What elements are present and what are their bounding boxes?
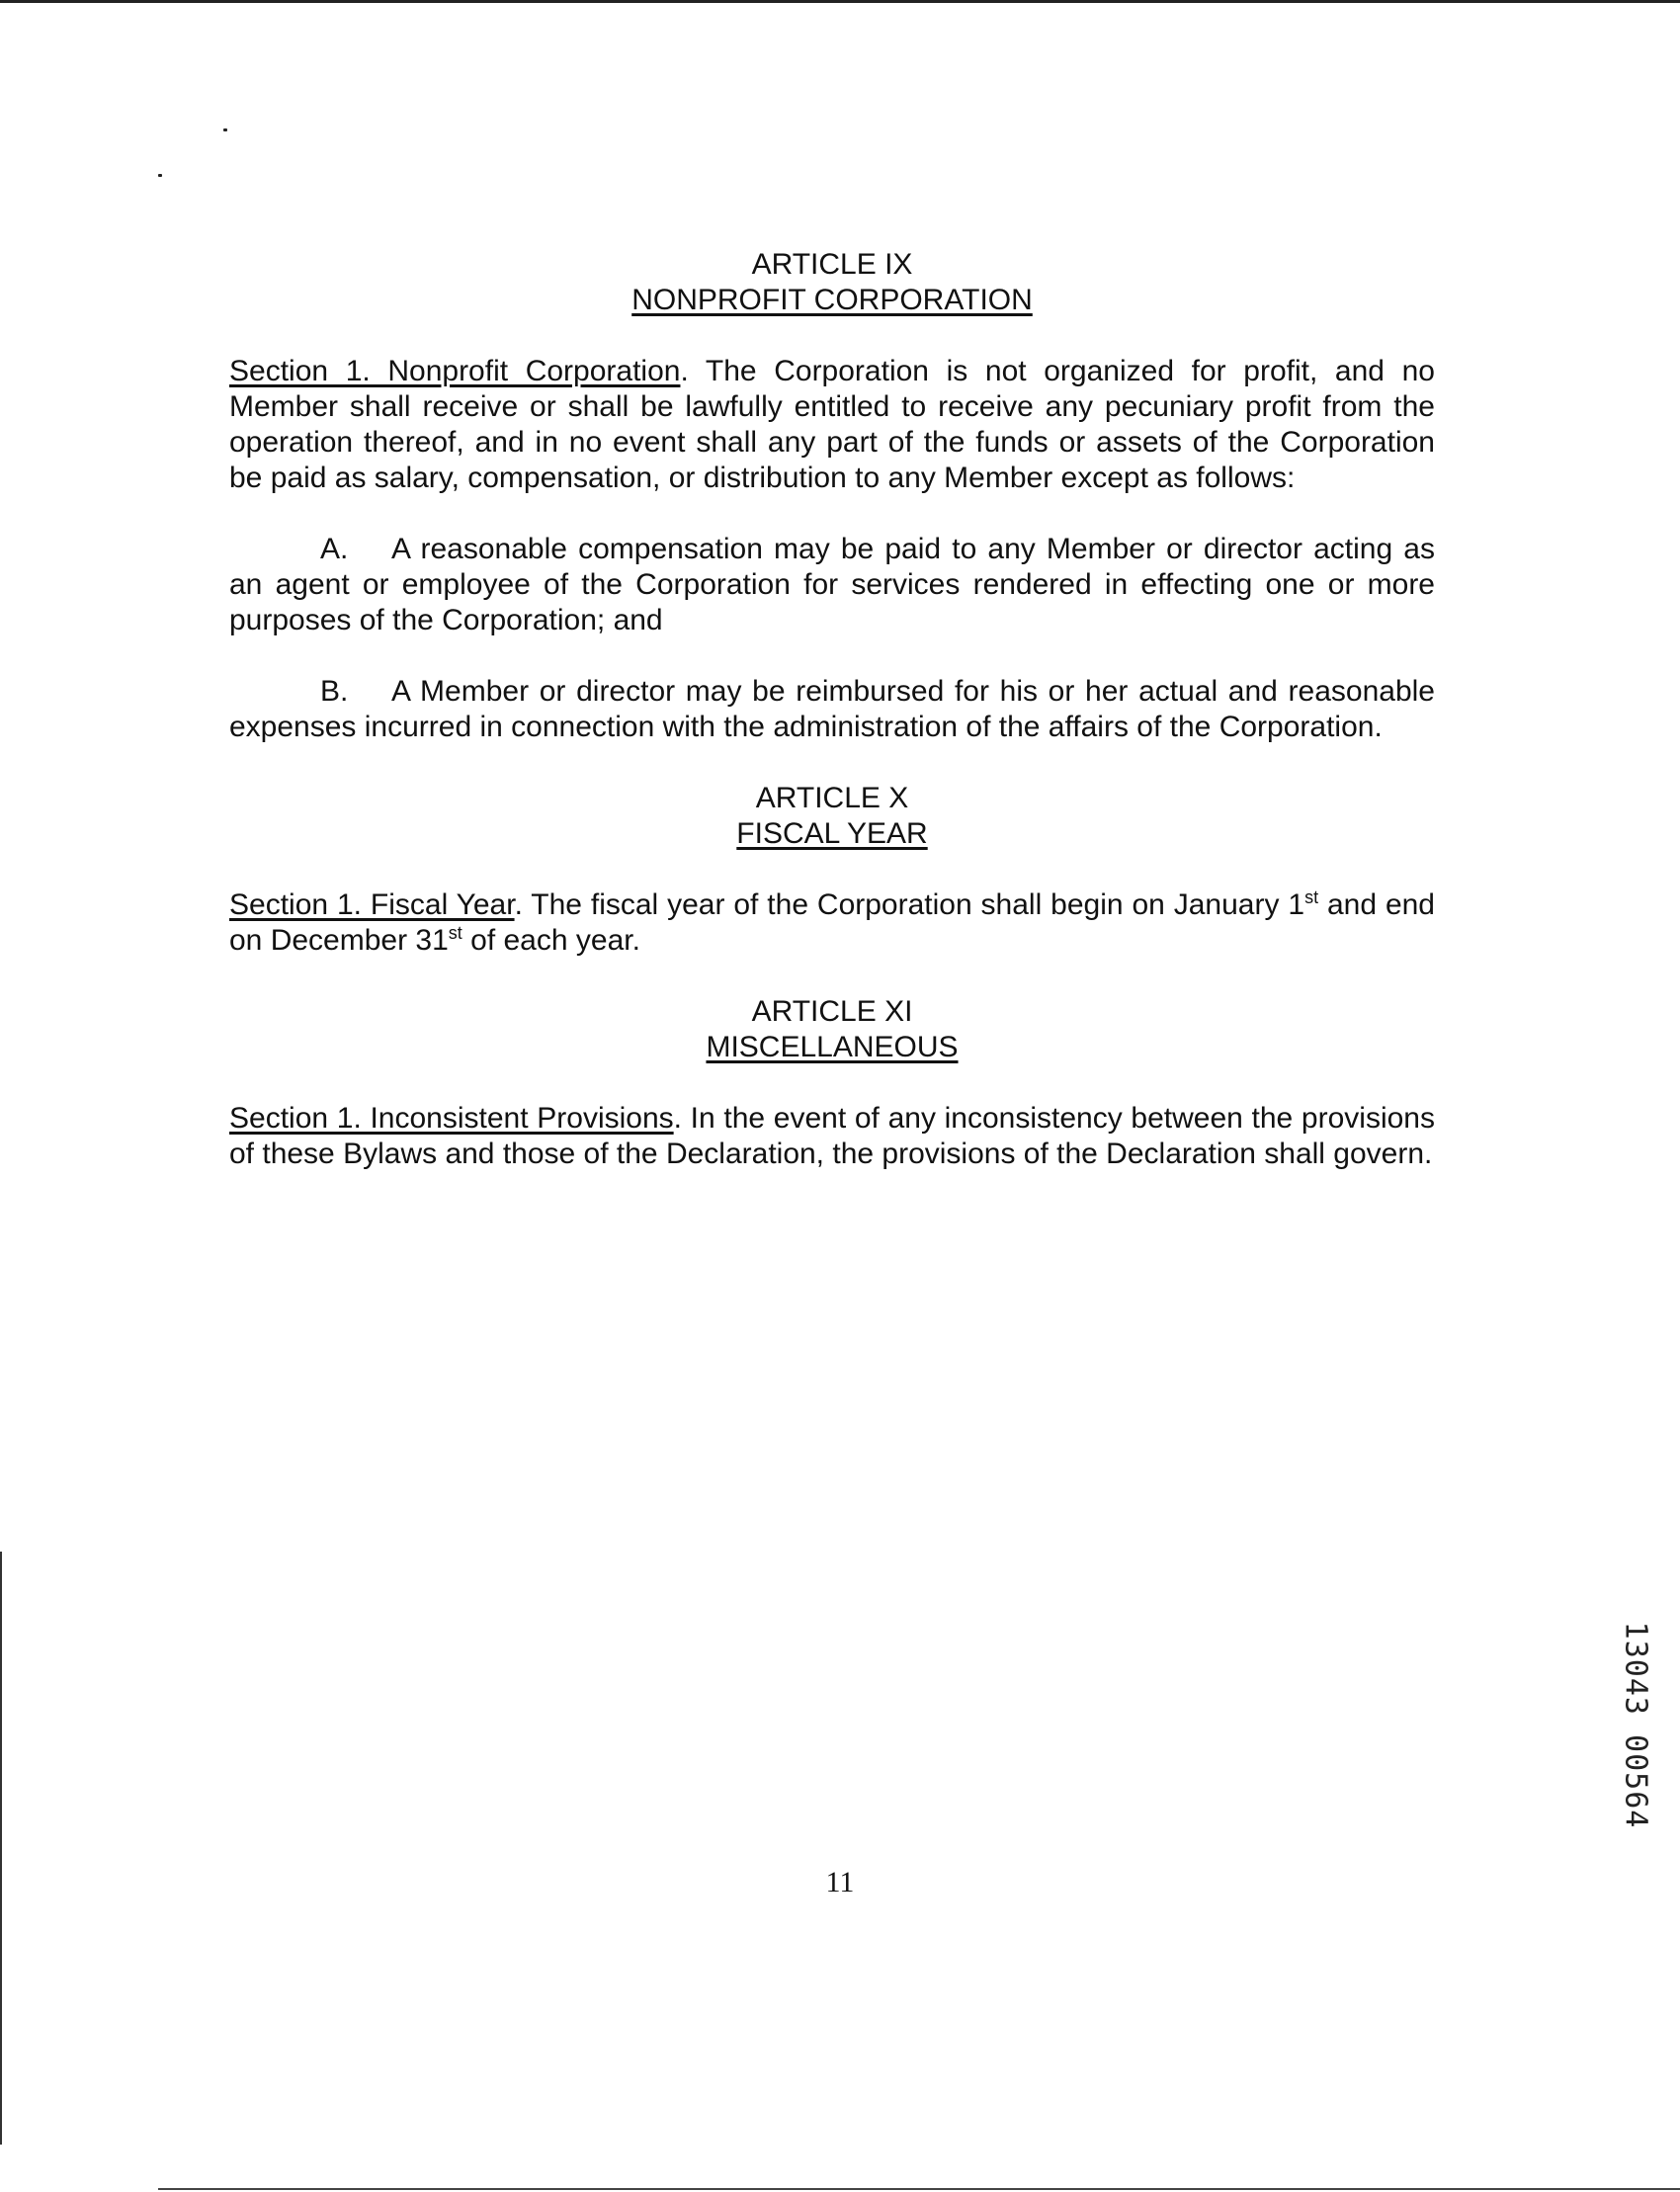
recording-stamp-text: 13043 00564 (1618, 1621, 1653, 1828)
article-x-sup-1: st (1304, 887, 1319, 907)
page-number: 11 (825, 1866, 855, 1898)
article-ix-number: ARTICLE IX (751, 248, 913, 281)
article-x-title: FISCAL YEAR (736, 817, 928, 850)
article-xi-title: MISCELLANEOUS (706, 1031, 959, 1063)
article-x-section-1-heading: Section 1. Fiscal Year (229, 888, 515, 921)
item-a-label: A. (320, 533, 349, 565)
item-a-text: A reasonable compensation may be paid to any Member or director acting as an agent or employee of the Corporation for services rendered in effecting one or more purposes of the Corporation; and (229, 533, 1435, 636)
article-x-text-1: . The fiscal year of the Corporation shall begin on January 1 (514, 888, 1305, 921)
article-ix-item-a (229, 532, 1435, 638)
article-x-number: ARTICLE X (755, 782, 909, 814)
document-page (229, 247, 1435, 1172)
item-b-text: A Member or director may be reimbursed for his or her actual and reasonable expenses incurred in connection with the administration of the affairs of the Corporation. (229, 675, 1435, 743)
scan-edge-top (0, 0, 1680, 3)
article-xi-section-1 (229, 1101, 1435, 1172)
article-ix-section-1-text: . The Corporation is not organized for profit, and no Member shall receive or shall be lawfully entitled to receive any pecuniary profit from the operation thereof, and in no event shall any part of the funds or assets of the Corporation be paid as salary, compensation, or distribution to any Member except as follows: (229, 355, 1435, 494)
recording-stamp (1611, 1591, 1660, 1858)
scan-speck (223, 128, 227, 131)
article-xi-number: ARTICLE XI (751, 995, 913, 1028)
scan-edge-left (0, 1552, 2, 2145)
article-x-text-3: of each year. (462, 924, 640, 957)
scan-speck (158, 174, 162, 177)
article-ix-item-b (229, 674, 1435, 745)
article-ix-section-1 (229, 354, 1435, 496)
article-x-sup-2: st (448, 923, 462, 943)
item-b-label: B. (320, 675, 349, 708)
article-xi-section-1-text: . In the event of any inconsistency between the provisions of these Bylaws and those of the Declaration, the provisions of the Declaration shall govern. (229, 1102, 1435, 1170)
article-x-heading (229, 781, 1435, 852)
article-xi-heading (229, 994, 1435, 1065)
article-ix-heading (229, 247, 1435, 318)
scan-edge-bottom (158, 2188, 1680, 2190)
article-ix-title: NONPROFIT CORPORATION (631, 284, 1033, 316)
article-xi-section-1-heading: Section 1. Inconsistent Provisions (229, 1102, 674, 1135)
article-x-section-1 (229, 887, 1435, 959)
article-ix-section-1-heading: Section 1. Nonprofit Corporation (229, 355, 681, 387)
article-x-text-2: and end on December 31 (229, 888, 1435, 957)
